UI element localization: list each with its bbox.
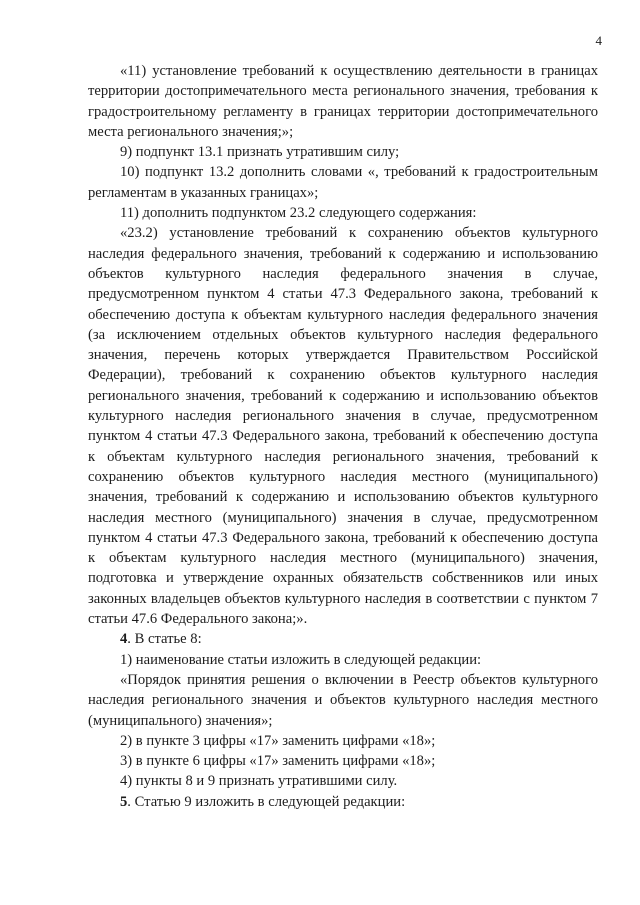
paragraph-s8-item-4: 4) пункты 8 и 9 признать утратившими силу. — [120, 773, 398, 790]
section-4-heading — [88, 629, 598, 649]
paragraph-item-9: 9) подпункт 13.1 признать утратившим силу; — [120, 144, 400, 161]
paragraph-s8-item-1: 1) наименование статьи изложить в следующей редакции: — [120, 651, 482, 668]
paragraph-item-11: «11) установление требований к осуществлению деятельности в границах территории достопримечательного места регионального значения, требования к градостроительному регламенту в границах территории достопримечательного места регионального значения;»; — [88, 63, 598, 140]
section-5-text: . Статью 9 изложить в следующей редакции: — [127, 793, 406, 810]
section-5-number: 5 — [120, 793, 128, 810]
paragraph-s8-item-2: 2) в пункте 3 цифры «17» заменить цифрами «18»; — [120, 732, 436, 749]
paragraph-s8-item-3: 3) в пункте 6 цифры «17» заменить цифрами «18»; — [120, 753, 436, 770]
document-body — [88, 61, 598, 812]
paragraph-item-11-add: 11) дополнить подпунктом 23.2 следующего содержания: — [120, 205, 477, 222]
paragraph-s8-title-quote: «Порядок принятия решения о включении в Реестр объектов культурного наследия регионального значения и объектов культурного наследия местного (муниципального) значения»; — [88, 671, 598, 729]
paragraph-item-10: 10) подпункт 13.2 дополнить словами «, требований к градостроительным регламентам в указанных границах»; — [88, 164, 598, 201]
section-4-number: 4 — [120, 631, 128, 648]
page-number: 4 — [595, 33, 602, 48]
section-4-text: . В статье 8: — [127, 631, 202, 648]
paragraph-subitem-23-2: «23.2) установление требований к сохранению объектов культурного наследия федерального значения, требований к содержанию и использованию объектов культурного наследия федерального значения в случае, предусмотренном пунктом 4 статьи 47.3 Федерального закона, требований к обеспечению доступа к объектам культурного наследия федерального значения (за исключением отдельных объектов культурного наследия федерального значения, перечень которых утверждается Правительством Российской Федерации), требований к сохранению объектов культурного наследия регионального значения, требований к содержанию и использованию объектов культурного наследия регионального значения в случае, предусмотренном пунктом 4 статьи 47.3 Федерального закона, требований к обеспечению доступа к объектам культурного наследия регионального значения, требований к сохранению объектов культурного наследия местного (муниципального) значения, требований к содержанию и использованию объектов культурного наследия местного (муниципального) значения в случае, предусмотренном пунктом 4 статьи 47.3 Федерального закона, требований к обеспечению доступа к объектам культурного наследия местного (муниципального) значения, подготовка и утверждение охранных обязательств собственников или иных законных владельцев объектов культурного наследия в соответствии с пунктом 7 статьи 47.6 Федерального закона;». — [88, 225, 598, 628]
section-5-heading — [88, 792, 598, 812]
